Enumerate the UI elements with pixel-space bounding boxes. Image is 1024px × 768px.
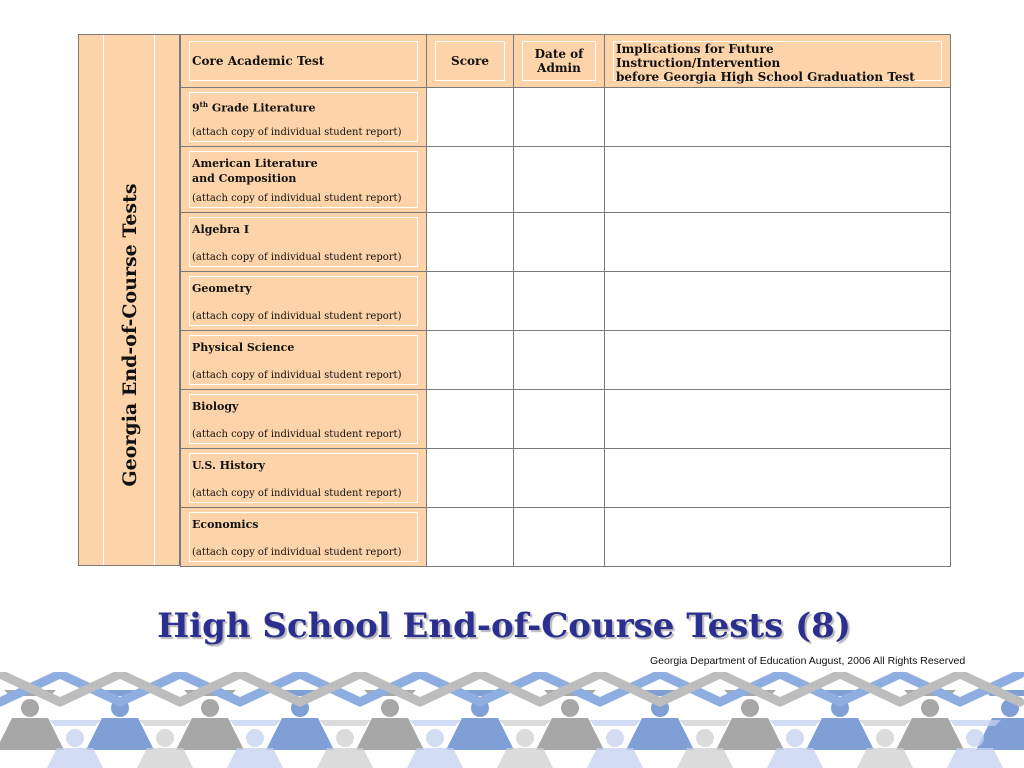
test-note: (attach copy of individual student report) — [192, 370, 402, 381]
date-cell[interactable] — [514, 147, 605, 213]
test-name: U.S. History — [192, 459, 265, 472]
test-name: Economics — [192, 518, 259, 531]
score-cell[interactable] — [427, 147, 514, 213]
table-row — [181, 449, 951, 508]
table-row — [181, 147, 951, 213]
implications-cell[interactable] — [605, 449, 951, 508]
table-row — [181, 508, 951, 567]
score-cell[interactable] — [427, 331, 514, 390]
implications-cell[interactable] — [605, 88, 951, 147]
test-note: (attach copy of individual student report) — [192, 252, 402, 263]
test-name: Algebra I — [192, 223, 249, 236]
test-note: (attach copy of individual student report) — [192, 547, 402, 558]
test-cell — [181, 213, 427, 272]
slide-title: High School End-of-Course Tests (8) — [157, 606, 851, 646]
test-cell — [181, 272, 427, 331]
table-row — [181, 88, 951, 147]
score-cell[interactable] — [427, 508, 514, 567]
test-name: 9th Grade Literature — [192, 100, 316, 115]
side-label: Georgia End-of-Course Tests — [119, 183, 141, 487]
implications-cell[interactable] — [605, 272, 951, 331]
header-core-test — [181, 35, 427, 88]
score-cell[interactable] — [427, 272, 514, 331]
implications-cell[interactable] — [605, 390, 951, 449]
test-cell — [181, 508, 427, 567]
test-name: American Literature and Composition — [192, 157, 318, 185]
test-name: Biology — [192, 400, 239, 413]
date-cell[interactable] — [514, 331, 605, 390]
score-cell[interactable] — [427, 213, 514, 272]
header-score — [427, 35, 514, 88]
header-date-line1: Date of — [534, 47, 584, 61]
test-note: (attach copy of individual student report) — [192, 127, 402, 138]
date-cell[interactable] — [514, 449, 605, 508]
test-cell — [181, 88, 427, 147]
header-implications-line1: Implications for Future Instruction/Intervention — [616, 42, 781, 70]
table-row — [181, 213, 951, 272]
copyright-footer: Georgia Department of Education August, 2006 All Rights Reserved — [650, 655, 966, 667]
implications-cell[interactable] — [605, 147, 951, 213]
date-cell[interactable] — [514, 88, 605, 147]
implications-cell[interactable] — [605, 213, 951, 272]
table-row — [181, 390, 951, 449]
table-row — [181, 272, 951, 331]
date-cell[interactable] — [514, 508, 605, 567]
header-core-test-label: Core Academic Test — [192, 54, 325, 68]
test-cell — [181, 147, 427, 213]
implications-cell[interactable] — [605, 508, 951, 567]
test-note: (attach copy of individual student report) — [192, 488, 402, 499]
date-cell[interactable] — [514, 390, 605, 449]
test-cell — [181, 331, 427, 390]
test-note: (attach copy of individual student report) — [192, 193, 402, 204]
header-row — [181, 35, 951, 88]
test-name: Geometry — [192, 282, 252, 295]
header-date-line2: Admin — [537, 61, 581, 75]
eoc-test-table — [78, 34, 950, 566]
header-implications — [605, 35, 951, 88]
test-name: Physical Science — [192, 341, 295, 354]
score-cell[interactable] — [427, 449, 514, 508]
test-note: (attach copy of individual student report) — [192, 429, 402, 440]
side-panel — [78, 34, 180, 566]
test-cell — [181, 390, 427, 449]
header-date — [514, 35, 605, 88]
implications-cell[interactable] — [605, 331, 951, 390]
header-score-label: Score — [451, 54, 489, 68]
header-implications-line2: before Georgia High School Graduation Test — [616, 70, 915, 84]
score-cell[interactable] — [427, 88, 514, 147]
score-cell[interactable] — [427, 390, 514, 449]
test-cell — [181, 449, 427, 508]
test-note: (attach copy of individual student report) — [192, 311, 402, 322]
date-cell[interactable] — [514, 213, 605, 272]
date-cell[interactable] — [514, 272, 605, 331]
graduation-figures-band — [0, 672, 1024, 768]
test-grid — [180, 34, 951, 567]
table-row — [181, 331, 951, 390]
